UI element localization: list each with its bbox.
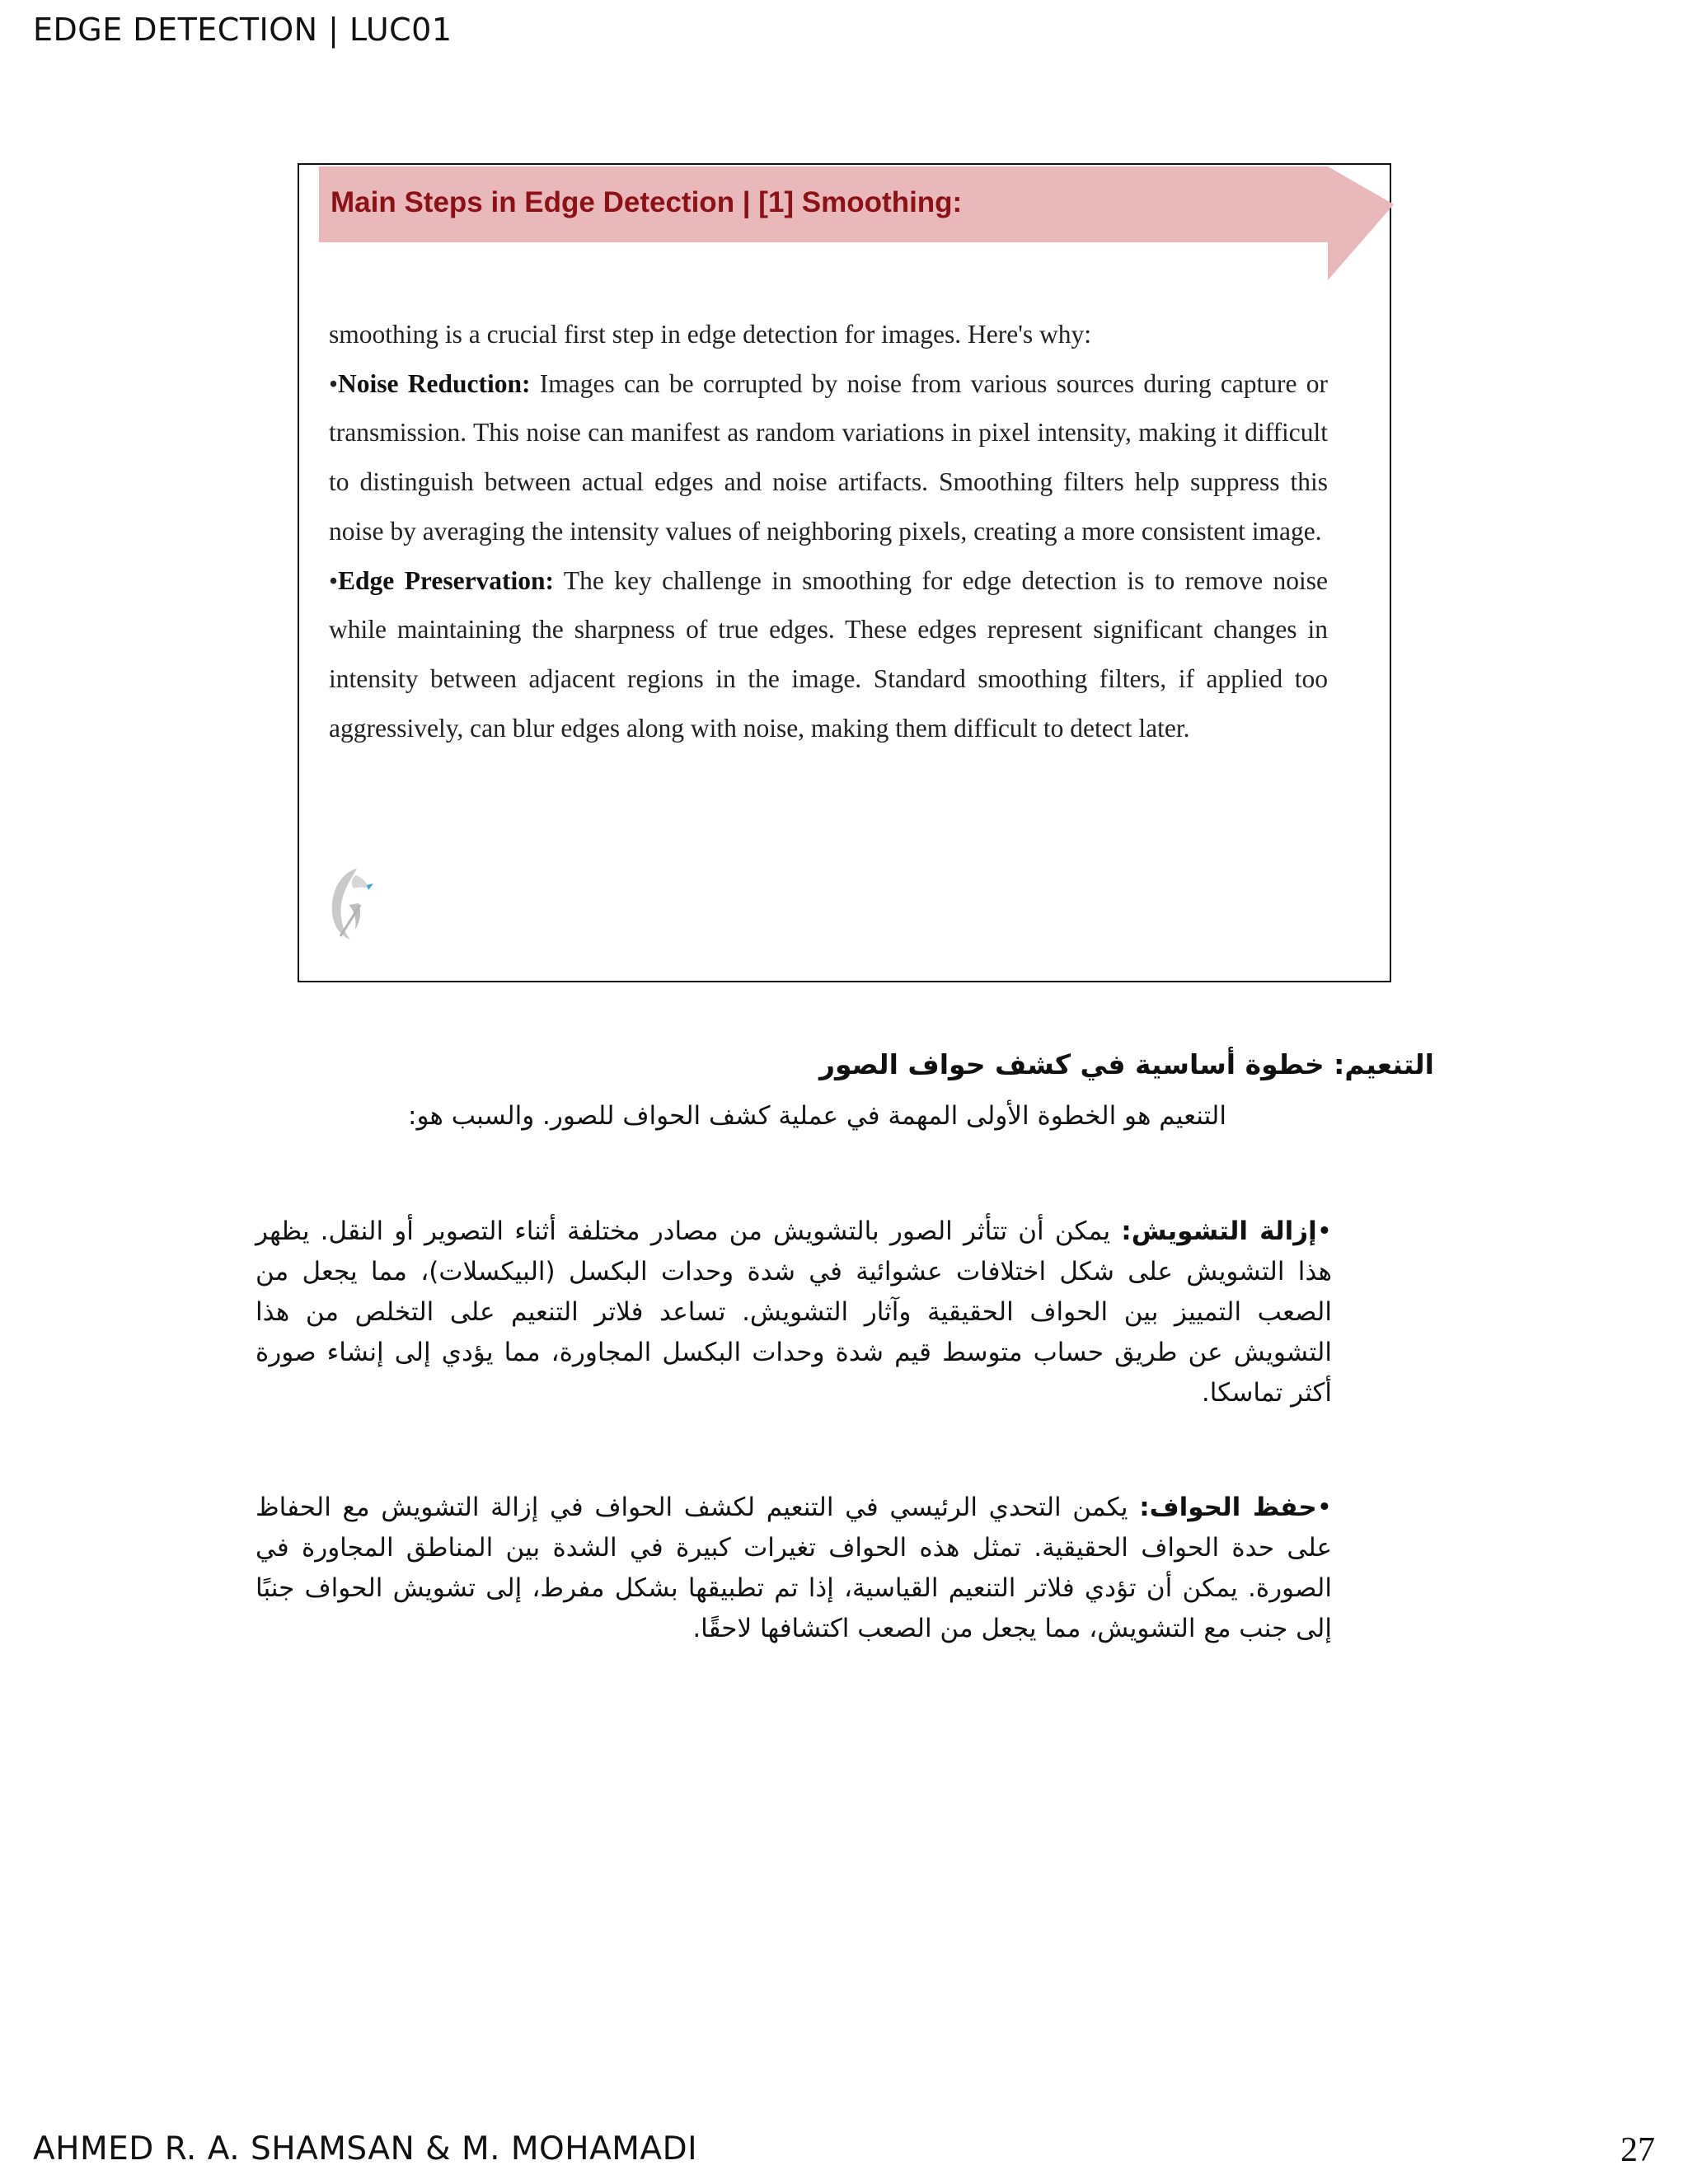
bullet-term: حفظ الحواف: [1139,1493,1317,1522]
slide-bullet-noise-reduction [329,359,1328,556]
slide-bullet-edge-preservation [329,556,1328,753]
bullet-term: إزالة التشويش: [1121,1216,1317,1246]
bullet-text: The key challenge in smoothing for edge detection is to remove noise while maintaining the sharpness of true edges. These edges represent significant changes in intensity between adjacent regions in the image. Standard smoothing filters, if applied too aggressively, can blur edges along with noise, making them difficult to detect later. [329,565,1328,743]
bullet-text: Images can be corrupted by noise from various sources during capture or transmission. This noise can manifest as random variations in pixel intensity, making it difficult to distinguish between actual edges and noise artifacts. Smoothing filters help suppress this noise by averaging the intensity values of neighboring pixels, creating a more consistent image. [329,368,1328,546]
bullet-marker: • [1316,1216,1333,1246]
slide-body [329,310,1328,752]
page-number: 27 [1620,2131,1655,2169]
bullet-text: يمكن أن تتأثر الصور بالتشويش من مصادر مختلفة أثناء التصوير أو النقل. يظهر هذا التشويش على شكل اختلافات عشوائية في شدة وحدات البكسل (البيكسلات)، مما يجعل من الصعب التمييز بين الحواف الحقيقية وآثار التشويش. تساعد فلاتر التنعيم على التخلص من هذا التشويش عن طريق حساب متوسط قيم شدة وحدات البكسل المجاورة، مما يؤدي إلى إنشاء صورة أكثر تماسكا. [256,1216,1332,1408]
page-header-title: EDGE DETECTION | LUC01 [33,12,452,48]
arabic-bullet-edge-preservation [256,1488,1332,1649]
slide-intro: smoothing is a crucial first step in edge detection for images. Here's why: [329,320,1092,349]
bullet-term: Edge Preservation: [338,565,555,595]
arabic-bullet-noise-removal [256,1212,1332,1413]
bird-logo-icon [326,864,375,943]
slide-title: Main Steps in Edge Detection | [1] Smoothing: [331,186,963,218]
bullet-text: يكمن التحدي الرئيسي في التنعيم لكشف الحواف في إزالة التشويش مع الحفاظ على حدة الحواف الحقيقية. تمثل هذه الحواف تغيرات كبيرة في الشدة بين المناطق المجاورة في الصورة. يمكن أن تؤدي فلاتر التنعيم القياسية، إذا تم تطبيقها بشكل مفرط، إلى تشويش الحواف جنبًا إلى جنب مع التشويش، مما يجعل من الصعب اكتشافها لاحقًا. [256,1493,1332,1643]
slide-frame [298,163,1391,982]
footer-authors: AHMED R. A. SHAMSAN & M. MOHAMADI [33,2130,698,2168]
slide-banner [319,166,1394,280]
arabic-intro: التنعيم هو الخطوة الأولى المهمة في عملية كشف الحواف للصور. والسبب هو: [408,1101,1226,1131]
bullet-marker: • [329,565,339,595]
bullet-marker: • [329,368,339,398]
bullet-term: Noise Reduction: [338,368,531,398]
arabic-title: التنعيم: خطوة أساسية في كشف حواف الصور [818,1048,1434,1080]
bullet-marker: • [1316,1493,1332,1522]
banner-arrow-shape [319,166,1394,280]
